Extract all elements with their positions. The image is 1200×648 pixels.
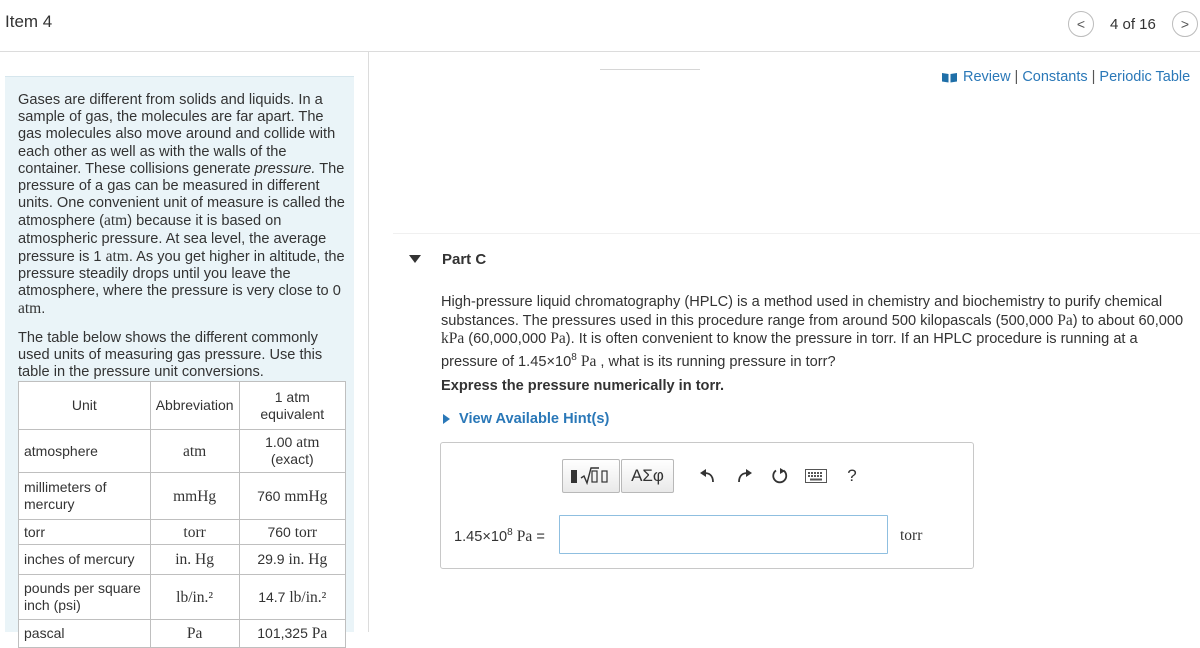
unit-cell: pascal bbox=[19, 620, 151, 648]
keyboard-button[interactable] bbox=[800, 461, 832, 491]
next-item-button[interactable] bbox=[1172, 11, 1198, 37]
decorative-rule bbox=[600, 69, 700, 70]
unit-cell: atmosphere bbox=[19, 430, 151, 473]
answer-instruction: Express the pressure numerically in torr. bbox=[441, 378, 725, 394]
reset-icon bbox=[771, 467, 789, 485]
keyboard-icon bbox=[805, 469, 827, 483]
header-unit: Unit bbox=[19, 382, 151, 430]
intro-panel bbox=[5, 76, 354, 642]
item-title: Item 4 bbox=[5, 12, 53, 31]
link-separator: | bbox=[1091, 69, 1096, 85]
help-button[interactable]: ? bbox=[847, 466, 857, 485]
unit-cell: inches of mercury bbox=[19, 545, 151, 575]
link-separator: | bbox=[1014, 69, 1019, 85]
unit-cell: pounds per square inch (psi) bbox=[19, 575, 151, 620]
abbreviation-cell: Pa bbox=[150, 620, 239, 648]
intro-paragraph: Gases are different from solids and liquids. In a sample of gas, the molecules are far apart. The gas molecules also move around and collide with each other as well as with the walls of the container. These collisions generate pressure. The pressure of a gas can be measured in different units. One convenient unit of measure is called the atmosphere (atm) because it is based on atmospheric pressure. At sea level, the average pressure is 1 atm. As you get higher in altitude, the pressure steadily drops until you leave the atmosphere, where the pressure is very close to 0 atm. bbox=[18, 92, 345, 318]
templates-icon bbox=[569, 465, 613, 487]
abbreviation-cell: lb/in.² bbox=[150, 575, 239, 620]
equivalent-cell: 101,325 Pa bbox=[239, 620, 345, 648]
table-row bbox=[19, 545, 346, 575]
abbreviation-cell: atm bbox=[150, 430, 239, 473]
undo-icon bbox=[699, 468, 717, 484]
table-row bbox=[19, 473, 346, 520]
abbreviation-cell: torr bbox=[150, 520, 239, 545]
equivalent-cell: 29.9 in. Hg bbox=[239, 545, 345, 575]
greek-symbols-button[interactable]: ΑΣφ bbox=[621, 459, 674, 493]
answer-input[interactable] bbox=[559, 515, 888, 554]
question-text: High-pressure liquid chromatography (HPLC) is a method used in chemistry and biochemistry to purify chemical substances. The pressures used in this procedure range from around 500 kilopascals (500,000 Pa) to about 60,000 kPa (60,000,000 Pa). It is often convenient to know the pressure in torr. If an HPLC procedure is running at a pressure of $1.45\times 10^8$ Pa , what is its running pressure in torr? bbox=[441, 294, 1184, 370]
table-header-row bbox=[19, 382, 346, 430]
answer-label: $1.45\times 10^8$ Pa = bbox=[454, 527, 545, 545]
hint-link-label: View Available Hint(s) bbox=[459, 411, 610, 427]
header-abbreviation: Abbreviation bbox=[150, 382, 239, 430]
top-bar bbox=[0, 0, 1200, 52]
constants-link[interactable]: Constants bbox=[1022, 69, 1088, 85]
expand-caret-icon bbox=[443, 414, 450, 424]
abbreviation-cell: mmHg bbox=[150, 473, 239, 520]
header-equivalent: 1 atm equivalent bbox=[239, 382, 345, 430]
equivalent-cell: 1.00 atm (exact) bbox=[239, 430, 345, 473]
table-intro-paragraph: The table below shows the different commonly used units of measuring gas pressure. Use this table in the pressure unit conversions. bbox=[18, 330, 323, 381]
table-row bbox=[19, 520, 346, 545]
undo-button[interactable] bbox=[692, 461, 724, 491]
equivalent-cell: 760 mmHg bbox=[239, 473, 345, 520]
reset-button[interactable] bbox=[764, 461, 796, 491]
redo-button[interactable] bbox=[728, 461, 760, 491]
equivalent-cell: 760 torr bbox=[239, 520, 345, 545]
review-link[interactable]: Review bbox=[963, 69, 1011, 85]
chevron-left-icon: < bbox=[1076, 16, 1086, 32]
unit-cell: torr bbox=[19, 520, 151, 545]
view-hints-link[interactable] bbox=[441, 411, 609, 427]
collapse-caret-icon[interactable] bbox=[409, 255, 421, 263]
unit-cell: millimeters of mercury bbox=[19, 473, 151, 520]
part-c-header[interactable] bbox=[393, 233, 1200, 283]
table-row bbox=[19, 620, 346, 648]
part-title: Part C bbox=[442, 251, 487, 268]
abbreviation-cell: in. Hg bbox=[150, 545, 239, 575]
redo-icon bbox=[735, 468, 753, 484]
book-icon bbox=[941, 72, 958, 83]
previous-item-button[interactable] bbox=[1068, 11, 1094, 37]
panel-divider bbox=[368, 52, 369, 632]
page-counter: 4 of 16 bbox=[1110, 16, 1156, 33]
math-toolbar bbox=[562, 459, 872, 493]
equivalent-cell: 14.7 lb/in.² bbox=[239, 575, 345, 620]
periodic-table-link[interactable]: Periodic Table bbox=[1099, 69, 1191, 85]
table-row bbox=[19, 430, 346, 473]
table-row bbox=[19, 575, 346, 620]
answer-panel bbox=[440, 442, 974, 569]
chevron-right-icon: > bbox=[1180, 16, 1190, 32]
answer-unit: torr bbox=[900, 527, 923, 544]
pressure-units-table bbox=[18, 381, 346, 648]
templates-button[interactable] bbox=[562, 459, 620, 493]
resource-links bbox=[941, 69, 1190, 85]
